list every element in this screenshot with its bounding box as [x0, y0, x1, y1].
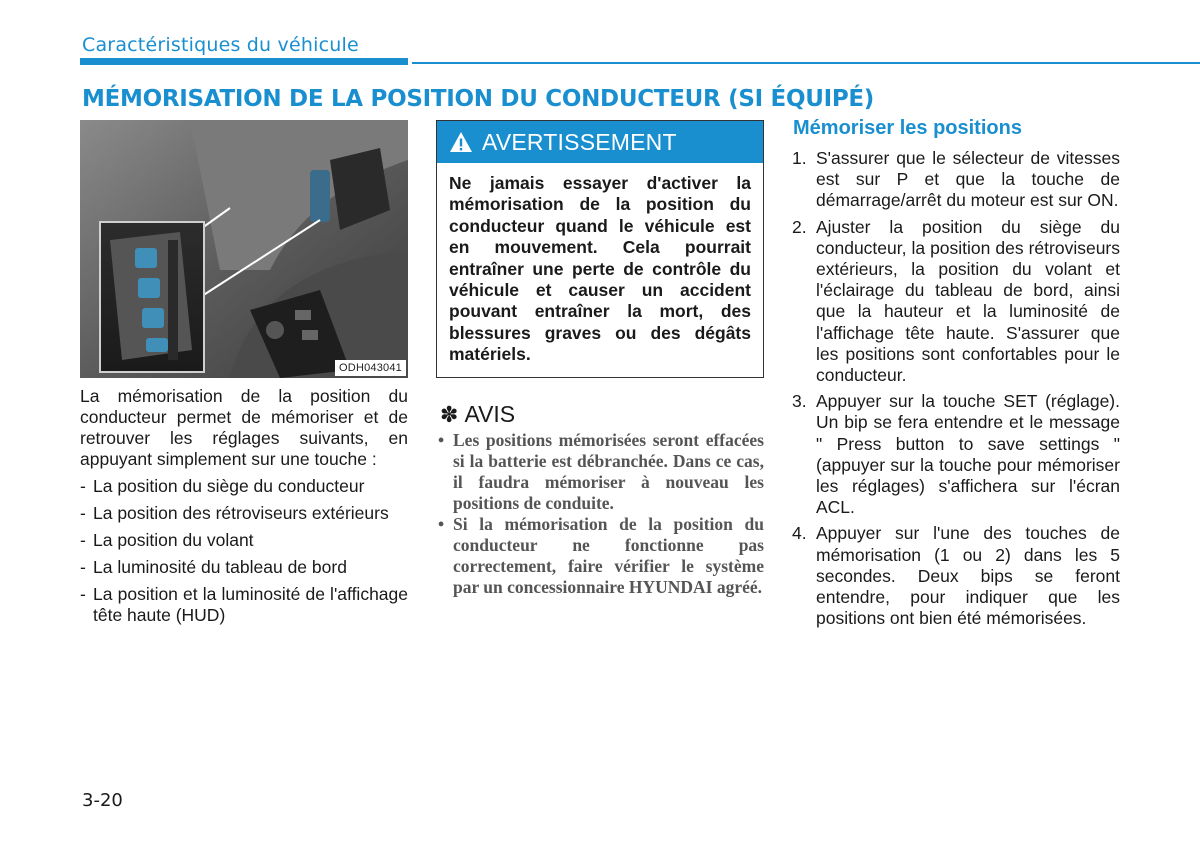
list-item: • Les positions mémorisées seront effacées si la batterie est débranchée. Dans ce cas, il faudra mémoriser à nouveau les positions de conduite. [437, 430, 764, 514]
step-text: Appuyer sur l'une des touches de mémorisation (1 ou 2) dans les 5 secondes. Deux bips se feront entendre, pour indiquer que les positions ont bien été mémorisées. [816, 523, 1120, 629]
warning-triangle-icon [449, 131, 473, 153]
step-text: S'assurer que le sélecteur de vitesses est sur P et que la touche de démarrage/arrêt du moteur est sur ON. [816, 148, 1120, 211]
list-item: - La position et la luminosité de l'affichage tête haute (HUD) [80, 584, 408, 626]
warning-text: Ne jamais essayer d'activer la mémorisation de la position du conducteur quand le véhicule est en mouvement. Cela pourrait entraîner une perte de contrôle du véhicule et causer un accident pouvant entraîner la mort, des blessures graves ou des dégâts matériels. [449, 173, 751, 365]
steps-list [792, 148, 1120, 634]
step-number: 2. [792, 216, 807, 237]
step-item [792, 391, 1120, 518]
header-bar [80, 58, 408, 65]
header-rule [412, 62, 1200, 64]
intro-paragraph: La mémorisation de la position du conducteur permet de mémoriser et de retrouver les réglages suivants, en appuyant simplement sur une touche : [80, 386, 408, 469]
list-item: - La position des rétroviseurs extérieurs [80, 503, 408, 524]
list-item: - La position du siège du conducteur [80, 476, 408, 497]
step-item [792, 148, 1120, 212]
step-item [792, 217, 1120, 387]
step-number: 3. [792, 391, 807, 412]
door-memory-photo [80, 120, 408, 378]
warning-box [436, 120, 764, 378]
step-number: 1. [792, 148, 807, 168]
step-text: Ajuster la position du siège du conducteur, la position des rétroviseurs extérieurs, la position du volant et l'éclairage du tableau de bord, ainsi que la hauteur et la luminosité de l'affichage tête haute. S'assurer que les positions sont confortables pour le conducteur. [816, 216, 1120, 386]
step-number: 4. [792, 523, 807, 544]
warning-title: AVERTISSEMENT [482, 128, 677, 155]
notice-title: AVIS [464, 401, 516, 427]
figure-code: ODH043041 [335, 360, 406, 376]
warning-header [437, 121, 763, 163]
list-item: • Si la mémorisation de la position du conducteur ne fonctionne pas correctement, faire vérifier le système par un concessionnaire HYUNDAI agréé. [437, 514, 764, 598]
memorize-heading: Mémoriser les positions [793, 117, 1022, 139]
step-item [792, 523, 1120, 629]
page-number: 3-20 [82, 790, 123, 811]
asterisk-icon: ✽ [440, 401, 459, 427]
settings-list [80, 476, 408, 626]
list-item: - La luminosité du tableau de bord [80, 557, 408, 578]
page-title: MÉMORISATION DE LA POSITION DU CONDUCTEUR (SI ÉQUIPÉ) [82, 86, 875, 112]
step-text: Appuyer sur la touche SET (réglage). Un bip se fera entendre et le message " Press button to save settings " (appuyer sur la touche pour mémoriser les réglages) s'affichera sur l'écran ACL. [816, 391, 1120, 518]
notice-heading [440, 401, 515, 428]
section-title: Caractéristiques du véhicule [82, 34, 359, 56]
list-item: - La position du volant [80, 530, 408, 551]
door-panel-illustration [80, 120, 408, 378]
intro-section [80, 386, 408, 632]
notice-list [437, 430, 764, 598]
